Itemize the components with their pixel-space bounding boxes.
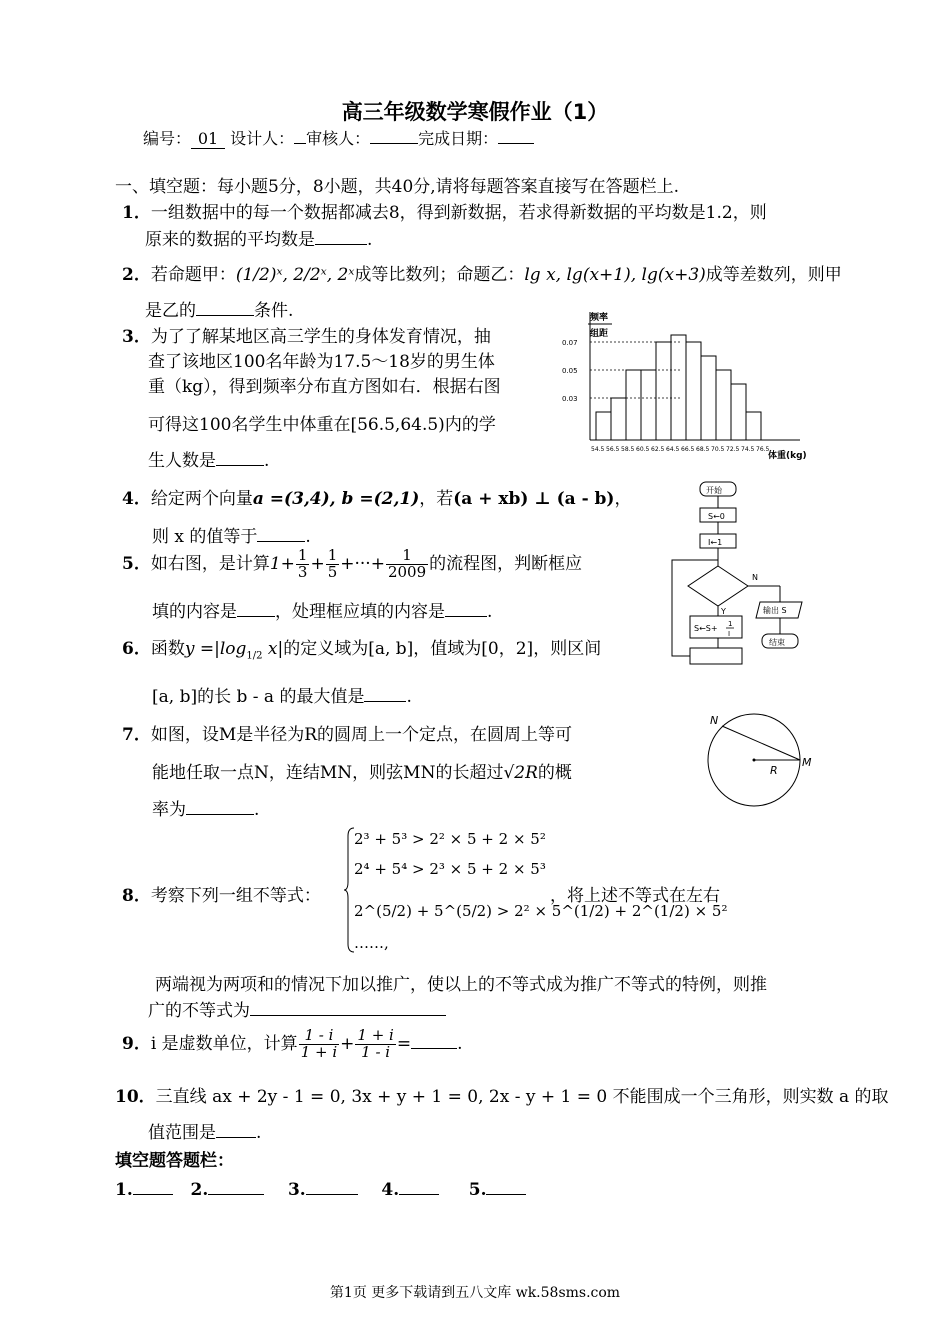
q6-line2 xyxy=(152,682,412,707)
q7-text1: 如图，设M是半径为R的圆周上一个定点，在圆周上等可 xyxy=(150,725,573,745)
q3-number: 3． xyxy=(122,327,151,347)
label-m: M xyxy=(802,756,812,769)
q1-number: 1． xyxy=(122,203,151,223)
q8-line1 xyxy=(122,881,321,906)
hist-xtick-1: 56.5 xyxy=(606,446,620,453)
answer-label-3: 3. xyxy=(287,1180,306,1200)
answer-blank-4[interactable] xyxy=(399,1194,439,1195)
q6-blank xyxy=(364,701,406,702)
q5-text2b: ，处理框应填的内容是 xyxy=(275,602,445,622)
q7-text2: 能地任取一点N，连结MN，则弦MN的长超过 xyxy=(152,763,504,783)
q9-f1-den: 1 + i xyxy=(300,1042,338,1061)
q2-mid: 成等比数列；命题乙： xyxy=(354,265,525,285)
q10-end: . xyxy=(256,1123,262,1143)
hist-ylabel-bottom: 组距 xyxy=(590,329,609,339)
designer-label: 设计人： xyxy=(230,129,295,148)
q8-ineq2: 2⁴ + 5⁴ > 2³ × 5 + 2 × 5³ xyxy=(354,860,546,878)
q5-post: 的流程图，判断框应 xyxy=(429,553,583,574)
hist-xtick-11: 76.5 xyxy=(756,446,770,453)
answer-label-4: 4. xyxy=(381,1180,400,1200)
fc-decision xyxy=(688,566,748,606)
q9-number: 9． xyxy=(122,1033,151,1054)
q3-text5: 生人数是 xyxy=(148,451,216,471)
q2-blank xyxy=(196,315,254,316)
q9-blank xyxy=(411,1048,457,1049)
q4-number: 4． xyxy=(122,489,151,509)
q5-f2-den: 5 xyxy=(327,562,338,581)
hist-ylabel-top: 频率 xyxy=(590,313,609,323)
hist-bar-7 xyxy=(701,356,716,440)
q7-end: . xyxy=(254,800,260,820)
date-blank xyxy=(498,143,534,144)
fc-start-text: 开始 xyxy=(706,486,722,495)
q7-text2b: 的概 xyxy=(537,763,572,783)
q2-end: 条件. xyxy=(254,301,294,321)
q5-line2 xyxy=(152,597,492,622)
fc-end-text: 结束 xyxy=(769,638,785,647)
label-r: R xyxy=(770,764,778,777)
q6-line1 xyxy=(122,634,601,661)
fc-blank-box xyxy=(690,648,742,664)
q8-text3: 广的不等式为 xyxy=(148,1001,250,1021)
hist-ytick-0: 0.07 xyxy=(562,339,578,347)
q5-pre: 如右图，是计算 xyxy=(150,553,270,574)
q8-number: 8． xyxy=(122,886,151,906)
q1-text2: 原来的数据的平均数是 xyxy=(145,230,315,250)
q5-text2a: 填的内容是 xyxy=(152,602,237,622)
hist-xtick-8: 70.5 xyxy=(711,446,725,453)
hist-bar-2 xyxy=(626,370,641,440)
q6-func: y =|log xyxy=(184,639,247,659)
q1-line2 xyxy=(145,225,372,250)
answer-heading: 填空题答题栏： xyxy=(115,1151,234,1171)
q5-lead: 1+ xyxy=(269,553,295,574)
q5-number: 5． xyxy=(122,553,151,574)
q2-seq: (1/2)ˣ, 2/2ˣ, 2ˣ xyxy=(235,265,355,285)
answer-label-1: 1. xyxy=(115,1180,133,1200)
q5-line1: 5．如右图，是计算1+ $\frac{1}{3}$ + $\frac{1}{5}$ +···+ $\frac{1}{2009}$ 的流程图，判断框应 xyxy=(122,546,583,581)
q5-dots: +···+ xyxy=(340,553,385,574)
q10-line2 xyxy=(148,1118,261,1143)
answer-blank-3[interactable] xyxy=(306,1194,358,1195)
q8-post: ，将上述不等式在左右 xyxy=(550,886,720,906)
q8-ineq1: 2³ + 5³ > 2² × 5 + 2 × 5² xyxy=(354,830,546,848)
q9-frac2 xyxy=(355,1028,395,1061)
q7-number: 7． xyxy=(122,725,151,745)
q6-number: 6． xyxy=(122,639,151,659)
q4-mid: ，若 xyxy=(419,489,454,509)
q6-mid: 的定义域为[a, b]，值域为[0，2]，则区间 xyxy=(283,639,602,659)
q7-line1 xyxy=(122,720,572,745)
q3-end: . xyxy=(264,451,270,471)
fc-yes-label: Y xyxy=(721,607,726,616)
answer-blank-1[interactable] xyxy=(133,1194,173,1195)
fc-process-den: I xyxy=(728,630,731,638)
q8-line2: 两端视为两项和的情况下加以推广，使以上的不等式成为推广不等式的特例，则推 xyxy=(155,975,767,995)
q4-line2 xyxy=(152,522,311,547)
section1-heading: 一、填空题：每小题5分，8小题，共40分,请将每题答案直接写在答题栏上. xyxy=(115,177,680,197)
q6-pre: 函数 xyxy=(150,639,185,659)
q7-text3: 率为 xyxy=(152,800,186,820)
q5-f3-num: 1 xyxy=(386,548,428,565)
chord-mn xyxy=(722,726,800,760)
hist-bar-6 xyxy=(686,342,701,440)
q3-line4: 可得这100名学生中体重在[56.5,64.5)内的学 xyxy=(148,415,496,435)
q3-text1: 为了了解某地区高三学生的身体发育情况，抽 xyxy=(150,327,491,347)
q9-f2-num: 1 + i xyxy=(357,1026,394,1044)
q4-end1: ， xyxy=(614,489,632,509)
number-value: 01 xyxy=(191,129,225,149)
q5-f1-den: 3 xyxy=(297,562,308,581)
q8-ineq3: 2^(5/2) + 5^(5/2) > 2² × 5^(1/2) + 2^(1/2) × 5² xyxy=(354,902,728,920)
q7-blank xyxy=(186,814,254,815)
fc-process-num: 1 xyxy=(728,620,733,628)
hist-xlabel: 体重(kg) xyxy=(768,451,807,461)
flowchart-figure xyxy=(668,476,808,676)
label-n: N xyxy=(710,714,719,727)
q9-frac1 xyxy=(299,1028,339,1061)
q5-f1-num: 1 xyxy=(297,546,308,564)
q9-end: . xyxy=(457,1033,463,1054)
q3-line2: 查了该地区100名年龄为17.5～18岁的男生体 xyxy=(148,352,495,372)
q2-post: 成等差数列，则甲 xyxy=(705,265,842,285)
q2-pre: 若命题甲： xyxy=(150,265,236,285)
q4-line1 xyxy=(122,484,631,509)
answer-blank-5[interactable] xyxy=(486,1194,526,1195)
q5-frac2 xyxy=(326,548,340,581)
q6-end: . xyxy=(406,687,412,707)
hist-bar-1 xyxy=(611,398,626,440)
q7-line2 xyxy=(152,758,572,783)
q3-line1 xyxy=(122,322,491,347)
hist-bar-8 xyxy=(716,370,731,440)
hist-bar-3 xyxy=(641,370,656,440)
hist-xtick-4: 62.5 xyxy=(651,446,665,453)
meta-line xyxy=(143,126,534,149)
q5-blank2 xyxy=(445,616,487,617)
q2-line1 xyxy=(122,260,842,285)
hist-xtick-3: 60.5 xyxy=(636,446,650,453)
page-footer: 第1页 更多下载请到五八文库 wk.58sms.com xyxy=(329,1285,621,1301)
q10-text1: 三直线 ax + 2y - 1 = 0, 3x + y + 1 = 0, 2x - y + 1 = 0 不能围成一个三角形，则实数 a 的取 xyxy=(155,1087,889,1107)
reviewer-label: 审核人： xyxy=(306,129,371,148)
q4-pre: 给定两个向量 xyxy=(150,489,253,509)
q9-f1-num: 1 - i xyxy=(299,1028,339,1045)
designer-blank xyxy=(294,143,306,144)
q9-line xyxy=(122,1028,463,1061)
q10-line1 xyxy=(115,1082,889,1107)
q9-eq: = xyxy=(396,1033,412,1054)
q4-end2: . xyxy=(305,527,311,547)
histogram-figure xyxy=(560,306,820,466)
circle-figure xyxy=(698,706,822,810)
hist-xtick-9: 72.5 xyxy=(726,446,740,453)
q6-base: 1/2 xyxy=(246,650,263,662)
hist-ytick-1: 0.05 xyxy=(562,367,578,375)
answer-label-2: 2. xyxy=(190,1180,209,1200)
q2-text2: 是乙的 xyxy=(145,301,196,321)
q1-blank xyxy=(315,244,367,245)
q9-pre: i 是虚数单位，计算 xyxy=(150,1033,298,1054)
answer-row xyxy=(115,1180,526,1200)
hist-bar-0 xyxy=(596,412,611,440)
fc-output-text: 输出 S xyxy=(763,606,787,615)
hist-xtick-6: 66.5 xyxy=(681,446,695,453)
q6-func-end: x| xyxy=(262,639,284,659)
hist-bar-4 xyxy=(656,342,671,440)
q5-frac3 xyxy=(386,548,428,581)
hist-bar-9 xyxy=(731,384,746,440)
hist-xtick-10: 74.5 xyxy=(741,446,755,453)
number-label: 编号： xyxy=(143,129,192,148)
fc-init-s-text: S←0 xyxy=(708,512,725,521)
answer-blank-2[interactable] xyxy=(208,1194,264,1195)
hist-xtick-5: 64.5 xyxy=(666,446,680,453)
q10-blank xyxy=(216,1137,256,1138)
q8-pre: 考察下列一组不等式： xyxy=(150,886,321,906)
q8-blank xyxy=(250,1015,446,1016)
q10-text2: 值范围是 xyxy=(148,1123,216,1143)
q2-line2 xyxy=(145,296,293,321)
answer-label-5: 5. xyxy=(468,1180,487,1200)
q3-line5 xyxy=(148,446,269,471)
q5-end: . xyxy=(487,602,493,622)
q7-line3 xyxy=(152,795,259,820)
hist-bar-5 xyxy=(671,335,686,440)
q4-blank xyxy=(257,541,305,542)
center-dot xyxy=(753,759,756,762)
q5-f3-den: 2009 xyxy=(387,562,427,581)
q6-text2: [a, b]的长 b - a 的最大值是 xyxy=(152,687,365,707)
q7-sqrt: √2R xyxy=(503,763,538,783)
hist-ytick-2: 0.03 xyxy=(562,395,578,403)
q8-ineq4: ……, xyxy=(354,934,389,952)
q3-blank xyxy=(216,465,264,466)
reviewer-blank xyxy=(370,143,418,144)
q4-text2: 则 x 的值等于 xyxy=(152,527,258,547)
q9-f2-den: 1 - i xyxy=(361,1042,391,1061)
fc-loop-line xyxy=(672,560,718,656)
q4-vectors: a =(3,4), b =(2,1) xyxy=(252,489,420,509)
q4-cond: (a + xb) ⊥ (a - b) xyxy=(453,489,615,509)
q10-number: 10． xyxy=(115,1087,156,1107)
page-title: 高三年级数学寒假作业（1） xyxy=(341,100,609,124)
hist-xtick-7: 68.5 xyxy=(696,446,710,453)
date-label: 完成日期： xyxy=(418,129,499,148)
q5-f2-num: 1 xyxy=(327,546,338,564)
fc-init-i-text: I←1 xyxy=(708,538,723,547)
q3-line3: 重（kg），得到频率分布直方图如右．根据右图 xyxy=(148,377,501,397)
q1-end: . xyxy=(367,230,373,250)
hist-xtick-0: 54.5 xyxy=(591,446,605,453)
q5-blank1 xyxy=(237,616,275,617)
q1-line1 xyxy=(122,198,767,223)
q2-expr: lg x, lg(x+1), lg(x+3) xyxy=(524,265,706,285)
fc-no-label: N xyxy=(752,573,758,582)
q9-plus: + xyxy=(340,1033,355,1054)
q5-frac1 xyxy=(296,548,310,581)
q1-text1: 一组数据中的每一个数据都减去8，得到新数据，若求得新数据的平均数是1.2，则 xyxy=(150,203,767,223)
q8-line3 xyxy=(148,996,446,1021)
q2-number: 2． xyxy=(122,265,151,285)
hist-xtick-2: 58.5 xyxy=(621,446,635,453)
hist-bar-10 xyxy=(746,412,761,440)
fc-process-text: S←S+ xyxy=(694,624,718,633)
